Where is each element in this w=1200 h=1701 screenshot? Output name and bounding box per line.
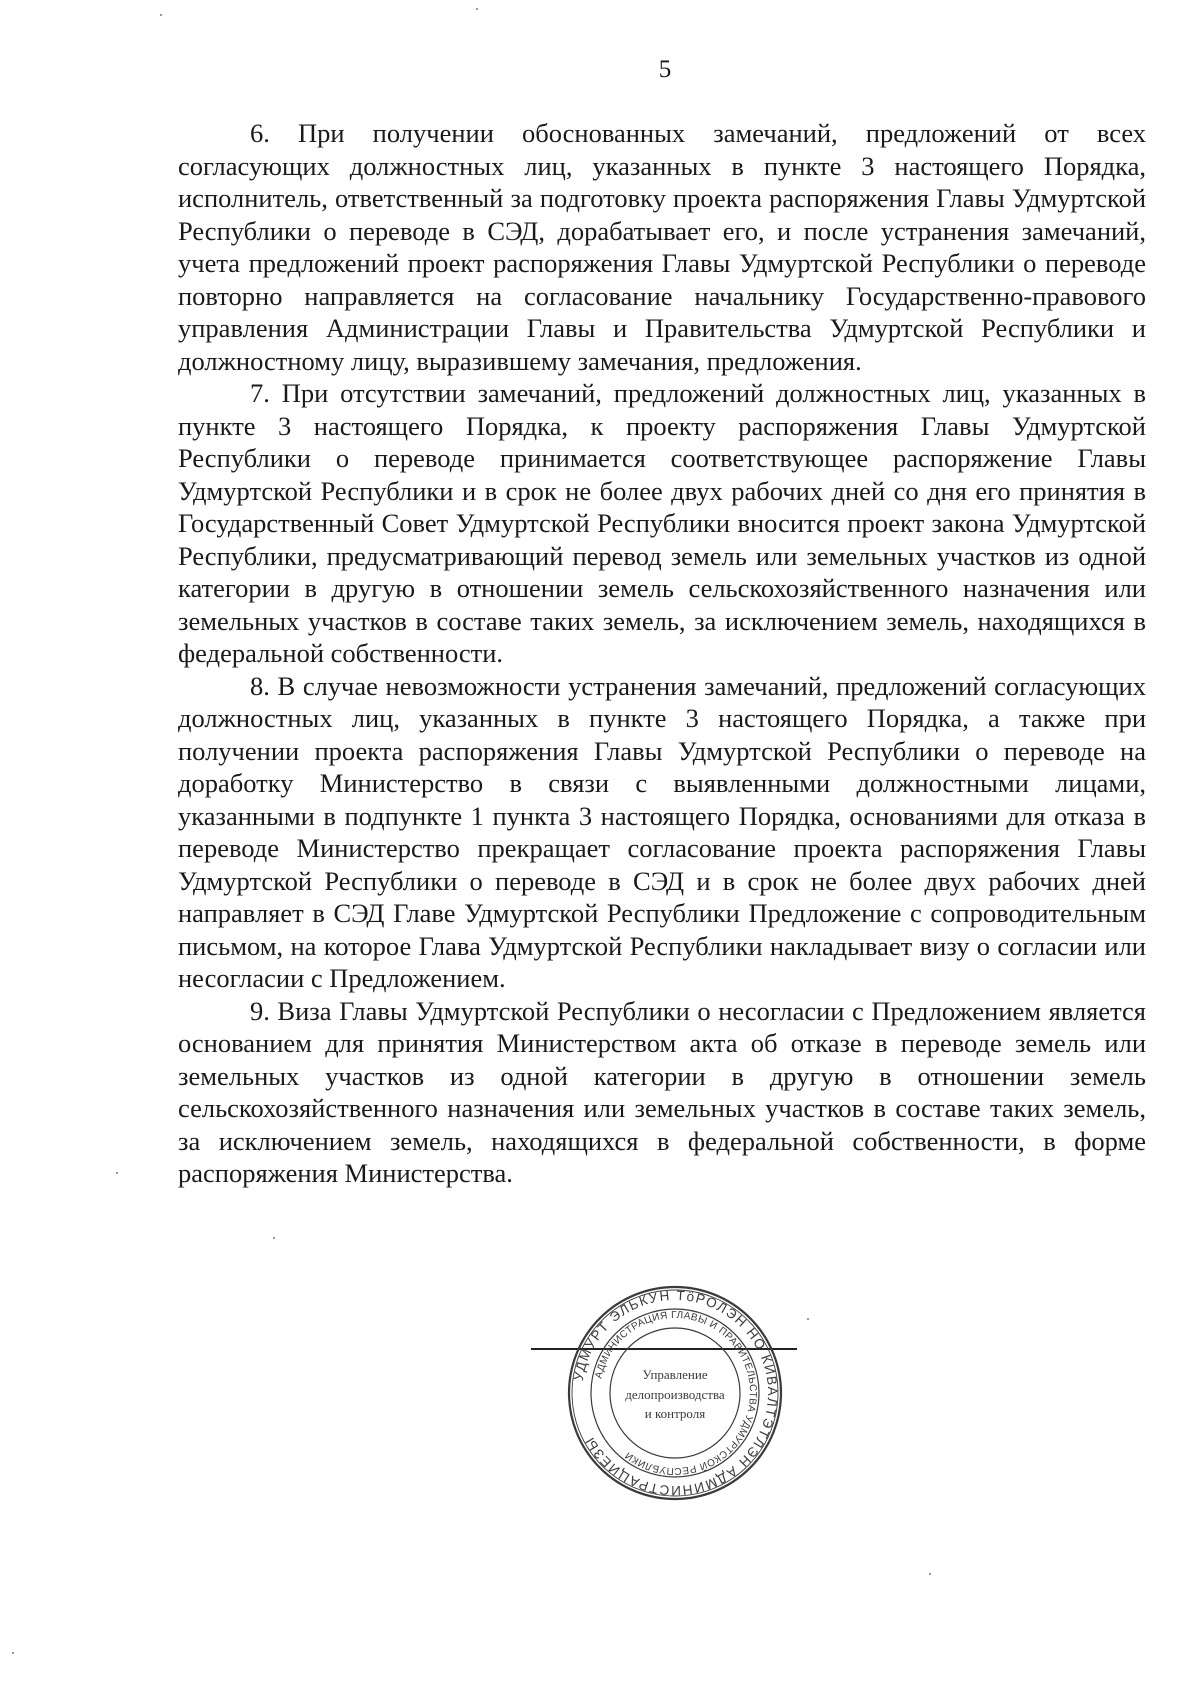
scan-speck [807,1318,809,1320]
seal-center-line-2: делопроизводства [625,1387,725,1402]
official-seal [565,1283,785,1503]
seal-center-line-3: и контроля [644,1406,706,1421]
paragraph-8: 8. В случае невозможности устранения замечаний, предложений согласующих должностных лиц, указанных в пункте 3 настоящего Порядка, а также при получении проекта распоряжения Главы Удмуртской Республики о переводе на доработку Министерство в связи с выявленными должностными лицами, указанными в подпункте 1 пункта 3 настоящего Порядка, основаниями для отказа в переводе Министерство прекращает согласование проекта распоряжения Главы Удмуртской Республики о переводе в СЭД и в срок не более двух рабочих дней направляет в СЭД Главе Удмуртской Республики Предложение с сопроводительным письмом, на которое Глава Удмуртской Республики накладывает визу о согласии или несогласии с Предложением. [178,670,1146,993]
document-body [178,117,1146,1190]
scan-speck [273,1237,275,1239]
paragraph-9: 9. Виза Главы Удмуртской Республики о несогласии с Предложением является основанием для принятия Министерством акта об отказе в переводе земель или земельных участков из одной категории в другую в отношении земель сельскохозяйственного назначения или земельных участков в составе таких земель, за исключением земель, находящихся в федеральной собственности, в форме распоряжения Министерства. [178,995,1146,1188]
seal-center-line-1: Управление [642,1367,708,1382]
seal-inner-text: АДМИНИСТРАЦИЯ ГЛАВЫ И ПРАВИТЕЛЬСТВА УДМУРТСКОЙ РЕСПУБЛИКИ [593,1309,759,1477]
scan-speck [476,8,478,10]
paragraph-6: 6. При получении обоснованных замечаний, предложений от всех согласующих должностных лиц, указанных в пункте 3 настоящего Порядка, исполнитель, ответственный за подготовку проекта распоряжения Главы Удмуртской Республики о переводе в СЭД, дорабатывает его, и после устранения замечаний, учета предложений проект распоряжения Главы Удмуртской Республики о переводе повторно направляется на согласование начальнику Государственно-правового управления Администрации Главы и Правительства Удмуртской Республики и должностному лицу, выразившему замечания, предложения. [178,118,1146,376]
scan-speck [116,1172,118,1174]
scan-speck [929,1573,931,1575]
seal-outer-text: УДМУРТ ЭЛЬКУН ТӧРОЛЭН НО КИВАЛТЭТЛЭН АДМИНИСТРАЦИЕЗЫ [570,1287,781,1499]
scan-speck [12,1652,14,1654]
page-number: 5 [658,56,672,83]
paragraph-7: 7. При отсутствии замечаний, предложений должностных лиц, указанных в пункте 3 настоящего Порядка, к проекту распоряжения Главы Удмуртской Республики о переводе принимается соответствующее распоряжение Главы Удмуртской Республики и в срок не более двух рабочих дней со дня его принятия в Государственный Совет Удмуртской Республики вносится проект закона Удмуртской Республики, предусматривающий перевод земель или земельных участков из одной категории в другую в отношении земель сельскохозяйственного назначения или земельных участков в составе таких земель, за исключением земель, находящихся в федеральной собственности. [178,378,1146,668]
scan-speck [160,14,162,16]
